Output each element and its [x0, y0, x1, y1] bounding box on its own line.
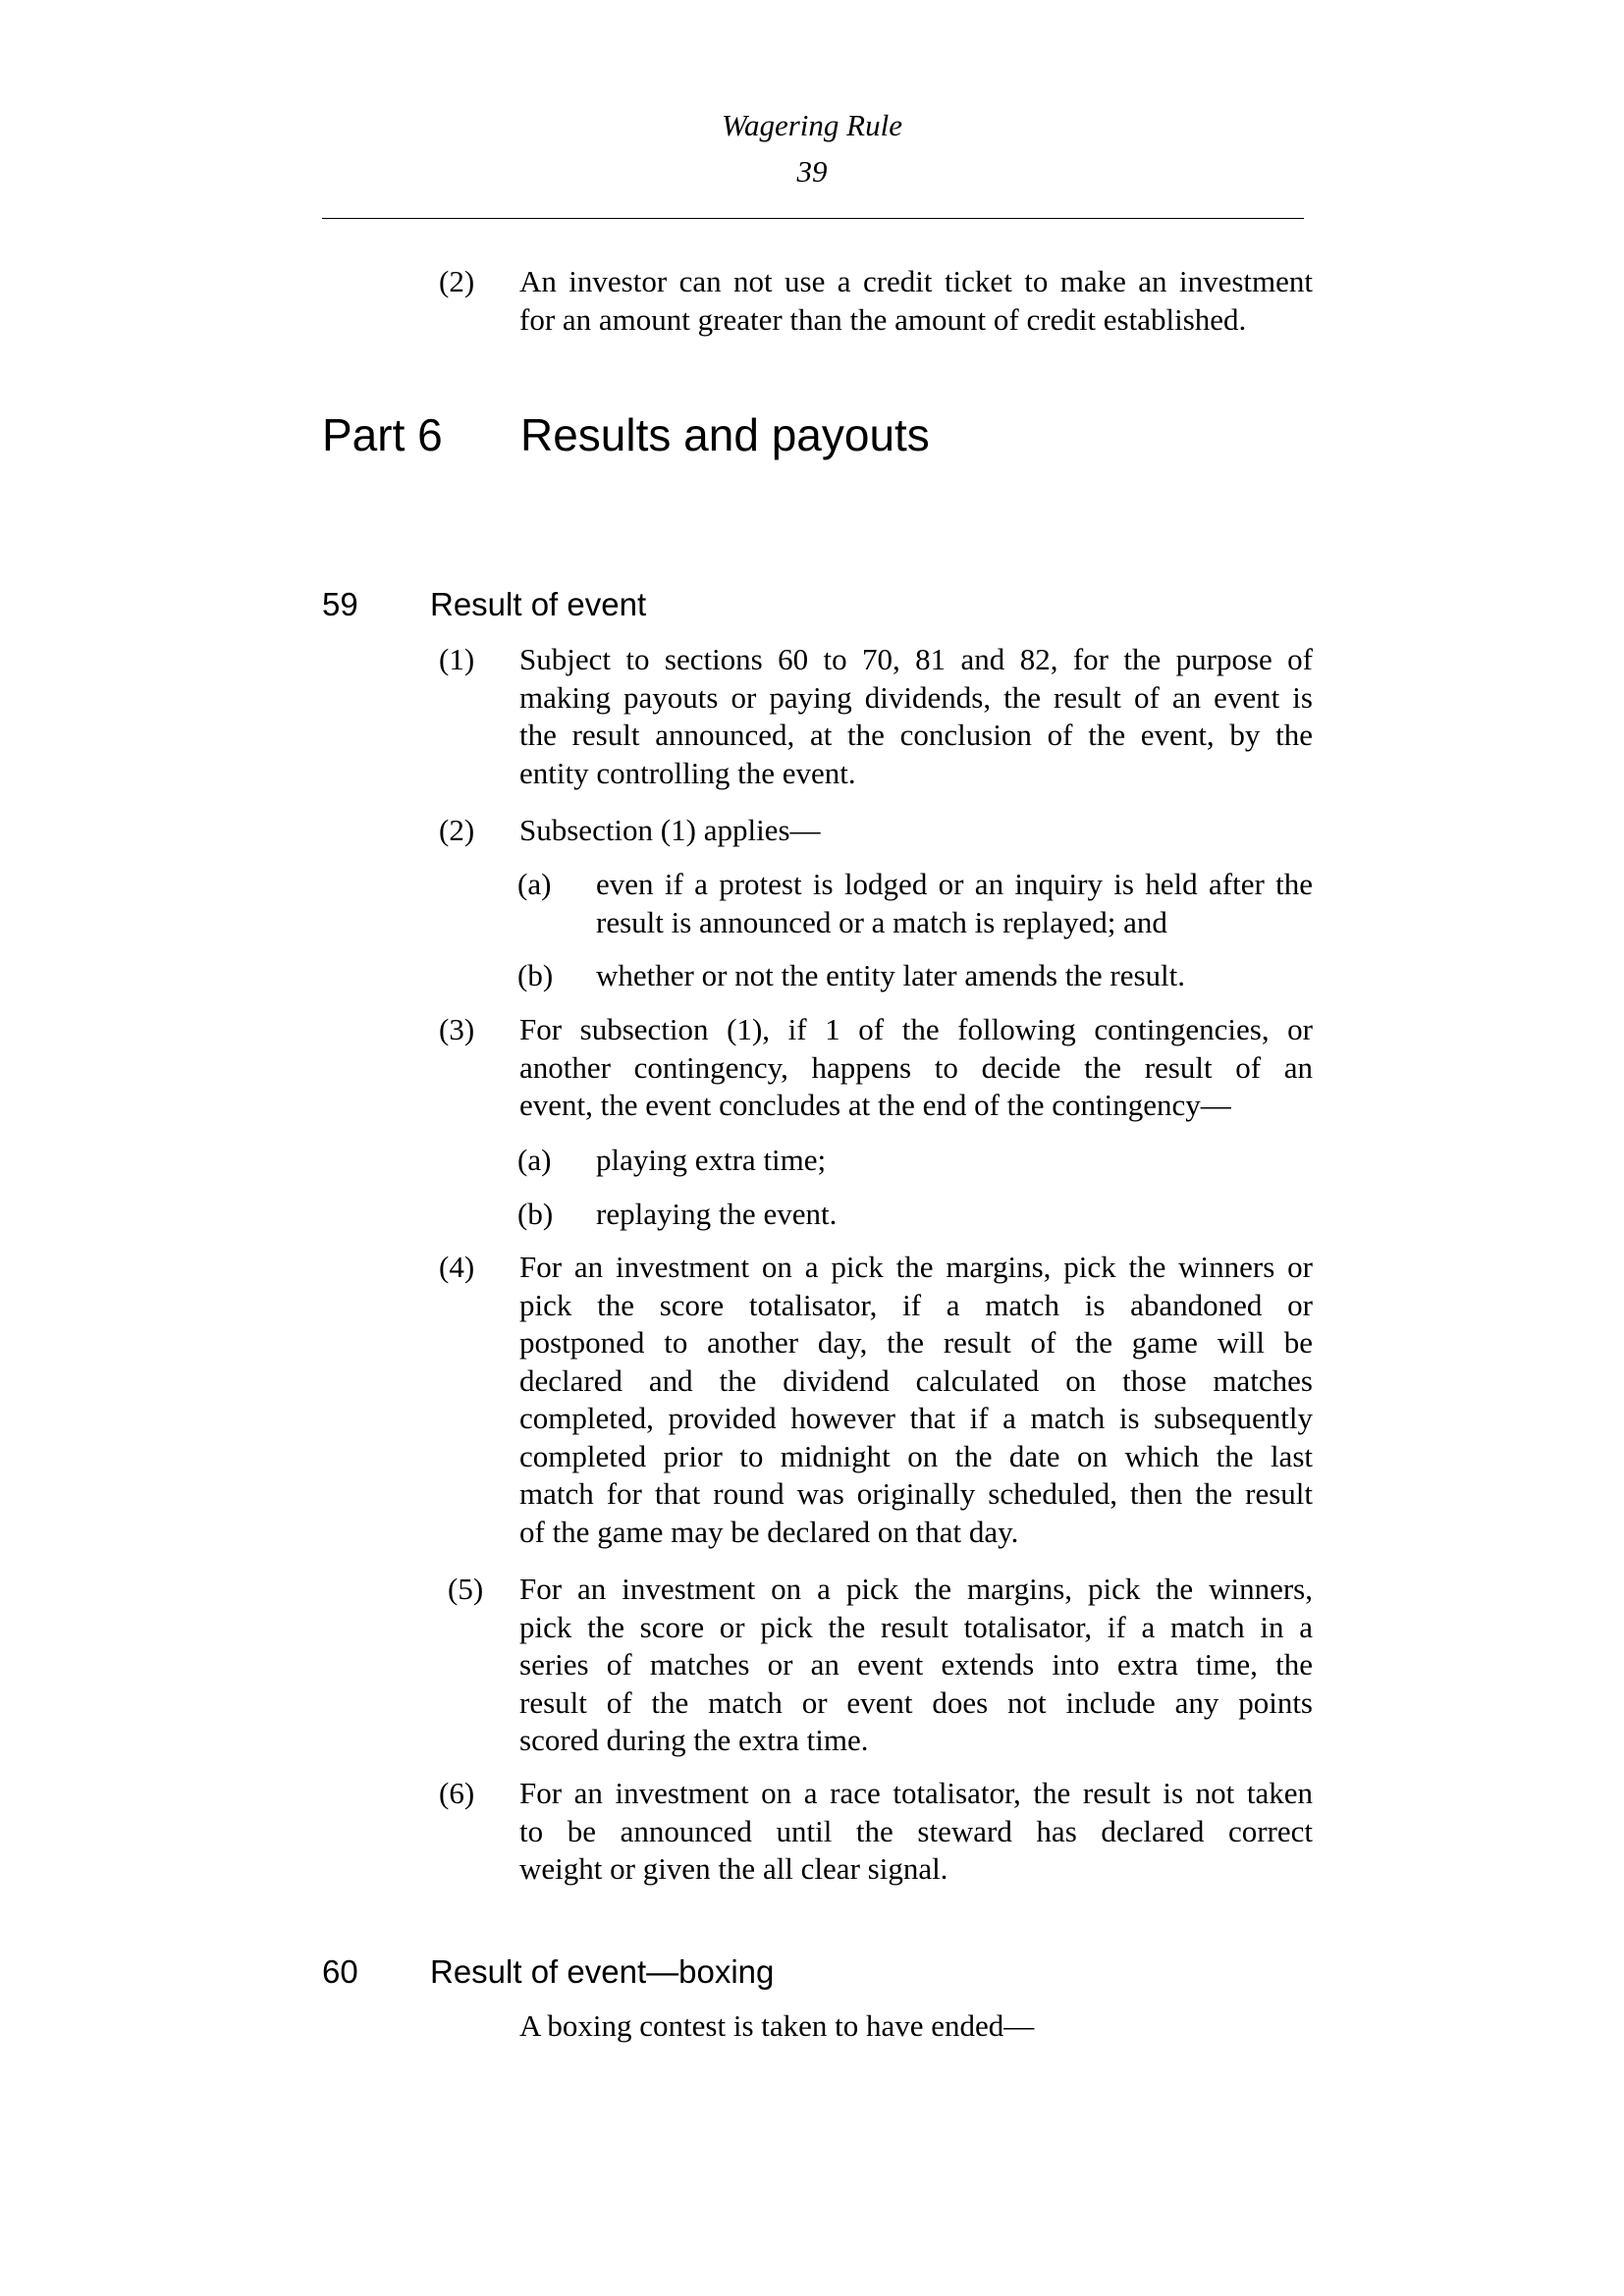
- part-title: Results and payouts: [520, 409, 930, 460]
- header-rule: [322, 218, 1304, 219]
- subsection-text: Subject to sections 60 to 70, 81 and 82, for the purpose of making payouts or paying dividends, the result of an event is the result announced, at the conclusion of the event, by the entity controlling the event.: [519, 642, 1313, 790]
- paragraph-text: even if a protest is lodged or an inquiry is held after the result is announced or a match is replayed; and: [596, 867, 1313, 939]
- subsection-text: For subsection (1), if 1 of the following contingencies, or another contingency, happens to decide the result of an event, the event concludes at the end of the contingency—: [519, 1012, 1313, 1122]
- subsection-number: (2): [439, 264, 475, 298]
- paragraph-letter: (a): [517, 1143, 552, 1177]
- paragraph-letter: (a): [517, 867, 552, 901]
- subsection-number: (3): [439, 1012, 475, 1046]
- subsection-text: An investor can not use a credit ticket to make an investment for an amount greater than the amount of credit established.: [519, 264, 1313, 337]
- running-head-title: Wagering Rule: [722, 108, 902, 142]
- subsection-number: (6): [439, 1776, 475, 1810]
- section-59-number: 59: [322, 586, 358, 622]
- page-number: 39: [796, 154, 828, 188]
- section-60-number: 60: [322, 1953, 358, 1990]
- subsection-text: Subsection (1) applies—: [519, 813, 821, 847]
- section-60-title: Result of event—boxing: [430, 1953, 775, 1990]
- subsection-text: For an investment on a pick the margins, pick the winners, pick the score or pick the result totalisator, if a match in a series of matches or an event extends into extra time, the result of the match or event does not include any points scored during the extra time.: [519, 1572, 1313, 1757]
- paragraph-text: replaying the event.: [596, 1197, 838, 1231]
- subsection-number: (5): [448, 1572, 484, 1606]
- paragraph-text: whether or not the entity later amends the result.: [596, 958, 1186, 992]
- paragraph-letter: (b): [517, 1197, 554, 1231]
- subsection-number: (4): [439, 1250, 475, 1284]
- subsection-number: (2): [439, 813, 475, 847]
- subsection-text: For an investment on a pick the margins, pick the winners or pick the score totalisator, if a match is abandoned or postponed to another day, the result of the game will be declared and the dividend calculated on those matches completed, provided however that if a match is subsequently completed prior to midnight on the date on which the last match for that round was originally scheduled, then the result of the game may be declared on that day.: [519, 1250, 1313, 1549]
- subsection-number: (1): [439, 642, 475, 676]
- subsection-text: For an investment on a race totalisator, the result is not taken to be announced until the steward has declared correct weight or given the all clear signal.: [519, 1776, 1313, 1886]
- paragraph-text: playing extra time;: [596, 1143, 827, 1177]
- paragraph-letter: (b): [517, 958, 554, 992]
- part-label: Part 6: [322, 409, 443, 460]
- section-59-title: Result of event: [430, 586, 647, 622]
